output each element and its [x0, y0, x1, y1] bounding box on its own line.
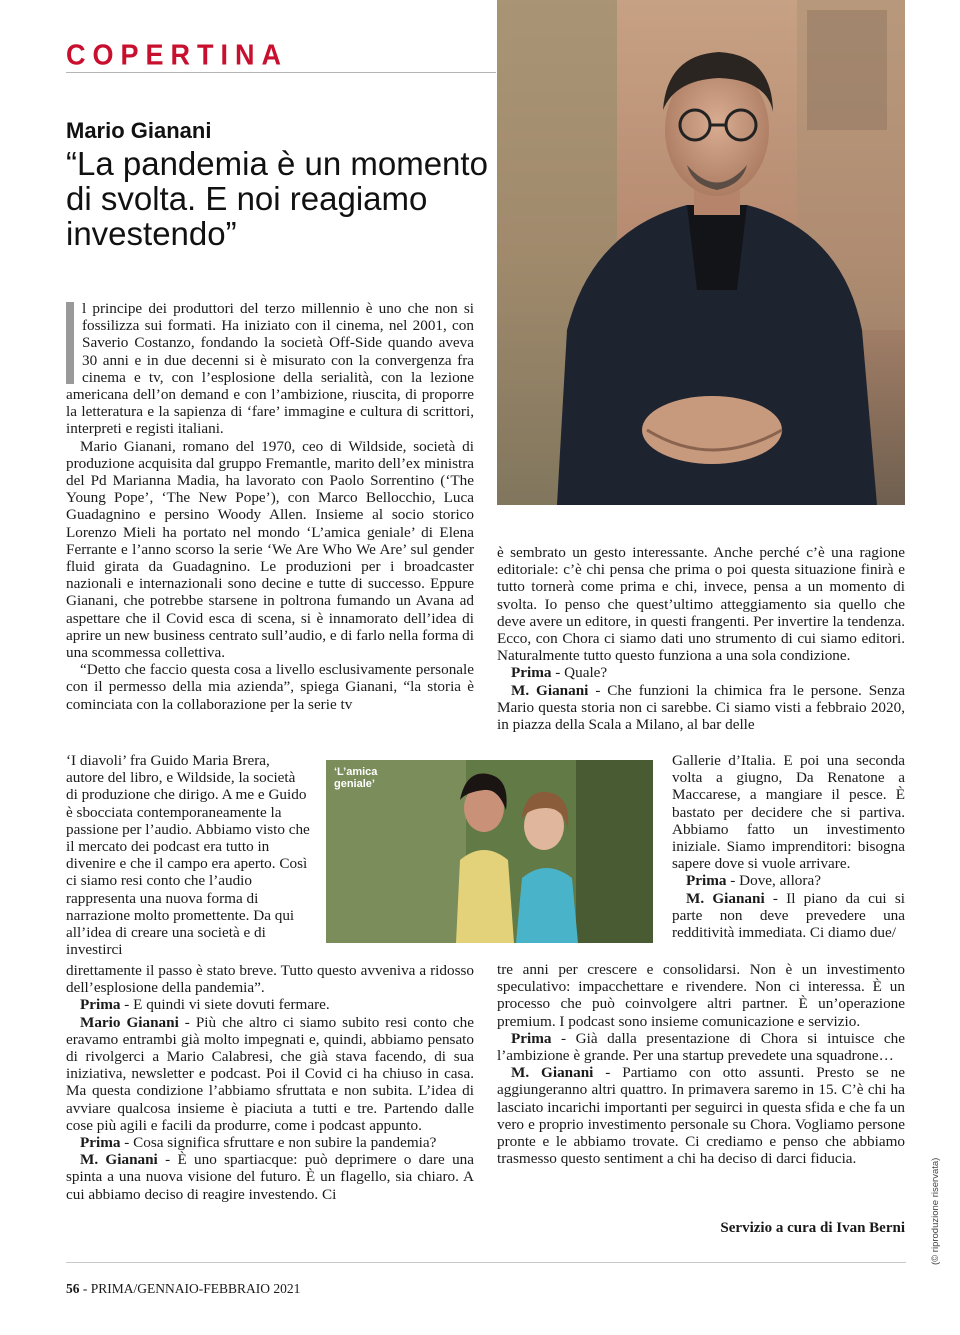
footer-rule — [66, 1262, 906, 1263]
qa-text: - Partiamo con otto assunti. Presto se ne aggiungeranno altri quattro. In primavera saremo in 15. C’è chi ha lasciato incarichi importanti per seguirci in questa sfida e che fa un vero e proprio investimento personale su Chora. Vogliamo persone pronte e le abbiamo trovate. Ci crediamo e penso che abbiamo trasmesso questo sentiment a chi ha deciso di darci fiducia. — [497, 1064, 905, 1168]
left-bottom-column — [66, 962, 474, 1203]
right-bottom-continuation: tre anni per crescere e consolidarsi. Non è un investimento speculativo: impacchettare e rivendere. Non ci interessa. È un processo che può coinvolgere altri partner. È un’operazione premium. I podcast sono insieme comunicazione e servizio. — [497, 961, 905, 1030]
portrait-photo — [497, 0, 905, 505]
qa-text: - Cosa significa sfruttare e non subire la pandemia? — [120, 1134, 437, 1152]
speaker-label: Prima — [80, 996, 121, 1014]
page-number: 56 — [66, 1281, 80, 1296]
drop-cap-bar — [66, 302, 74, 384]
qa-text: - Più che altro ci siamo subito resi conto che eravamo entrambi già molto impegnati e, quindi, abbiamo pensato di rivolgerci a Mario Calabresi, che già stava facendo, di sua iniziativa, newsletter e podcast. Poi il Covid ci ha chiuso in casa. Ma questa condizione l’abbiamo sfruttata e non subita. L’idea di avviare qualcosa insieme è piaciuta a tutti e tre. Partendo dalle cose più agili e facili da produrre, come i podcast appunto. — [66, 1013, 474, 1134]
publication-info: - PRIMA/GENNAIO-FEBBRAIO 2021 — [79, 1281, 301, 1296]
interviewee-name: Mario Gianani — [66, 118, 212, 143]
speaker-label: M. Gianani — [511, 1064, 594, 1082]
left-bottom-continuation: direttamente il passo è stato breve. Tutto questo avveniva a ridosso dell’esplosione della pandemia”. — [66, 962, 474, 997]
qa-text: - È uno spartiacque: può deprimere o dare una spinta a una nuova visione del futuro. È un flagello, sia chiaro. A cui abbiamo deciso di reagire investendo. Ci — [66, 1151, 475, 1203]
speaker-label: M. Gianani — [511, 681, 589, 699]
narrow-left-paragraph: ‘I diavoli’ fra Guido Maria Brera, autore del libro, e Wildside, la società di produzione che dirigo. A me e Guido è sbocciata contemporaneamente la passione per l’audio. Abbiamo visto che il mercato dei podcast era tutto in divenire e che il campo era aperto. Così ci siamo resi conto che l’audio rappresenta una nuova forma di narrazione molto promettente. Da qui all’idea di creare una società e di investirci — [66, 752, 310, 959]
intro-column — [66, 300, 474, 713]
qa-text: - Che funzioni la chimica fra le persone. Senza Mario questa storia non ci sarebbe. Ci siamo visti a febbraio 2020, in piazza della Scala a Milano, al bar delle — [497, 681, 905, 734]
intro-paragraph-3: “Detto che faccio questa cosa a livello esclusivamente personale con il permesso della mia azienda”, spiega Gianani, “la storia è cominciata con la collaborazione per la serie tv — [66, 661, 474, 713]
photo-caption: ‘L’amica geniale’ — [334, 766, 378, 790]
narrow-right-paragraph: Gallerie d’Italia. E poi una seconda volta a giugno, Da Renatone a Maccarese, a mangiare il pesce. È bastato per decidere che si partiva. Abbiamo fatto un investimento iniziale. Siamo imprenditori: bisogna sapere dove si vuole arrivare. — [672, 752, 905, 873]
qa-text: - Quale? — [551, 664, 608, 682]
qa-paragraph — [497, 664, 905, 681]
narrow-right-text — [672, 752, 905, 941]
qa-paragraph — [497, 1030, 905, 1064]
speaker-label: Prima — [511, 664, 552, 682]
right-top-continuation: è sembrato un gesto interessante. Anche perché c’è una ragione editoriale: c’è chi pensa che prima o poi questa situazione finirà e tutto tornerà come prima e chi, invece, pensa a un momento di svolta. Io penso che quest’ultimo atteggiamento sia quello che deve avere un editore, in questi frangenti. Per invertire la tendenza. Ecco, con Chora ci siamo dati uno strumento di cui siamo editori. Naturalmente tutto questo funziona a una sola condizione. — [497, 544, 905, 665]
qa-paragraph — [497, 1064, 905, 1167]
inset-photo — [326, 760, 653, 943]
intro-paragraph-1: l principe dei produttori del terzo millennio è uno che non si fossilizza sui formati. Ha iniziato con il cinema, nel 2001, con Saverio Costanzo, fondando la società Off-Side quando aveva 30 anni e in due decenni si è misurato con la convergenza fra cinema e tv, con l’esplosione della serialità, con la lezione americana dell’on demand e con l’ambizione, riuscita, di proporre la letteratura e la sapienza di ‘fare’ immagine e cultura di scrittori, interpreti e registi italiani. — [66, 300, 474, 438]
qa-paragraph — [66, 1151, 474, 1203]
page-footer — [66, 1281, 300, 1297]
qa-text: - Già dalla presentazione di Chora si intuisce che l’ambizione è grande. Per una startup prevedete una squadrone… — [497, 1029, 905, 1065]
header-rule — [66, 72, 496, 73]
qa-text: - E quindi vi siete dovuti fermare. — [120, 996, 330, 1014]
qa-paragraph — [672, 872, 905, 889]
qa-paragraph — [66, 1134, 474, 1151]
copyright-notice: (© riproduzione riservata) — [930, 1157, 941, 1265]
speaker-label: M. Gianani — [80, 1151, 158, 1169]
qa-paragraph — [66, 1014, 474, 1134]
speaker-label: M. Gianani — [686, 889, 765, 907]
speaker-label: Prima — [511, 1029, 552, 1047]
right-top-column — [497, 544, 905, 733]
qa-paragraph — [497, 682, 905, 734]
right-bottom-column — [497, 961, 905, 1167]
speaker-label: Prima — [80, 1134, 121, 1152]
speaker-label: Prima — [686, 872, 727, 890]
qa-paragraph — [66, 996, 474, 1013]
byline: Servizio a cura di Ivan Berni — [720, 1220, 905, 1236]
qa-text: - Dove, allora? — [726, 872, 821, 890]
section-label: COPERTINA — [66, 39, 289, 71]
portrait-illustration — [497, 0, 905, 505]
headline: “La pandemia è un momento di svolta. E noi reagiamo investendo” — [66, 145, 488, 252]
narrow-left-text — [66, 752, 310, 958]
intro-paragraph-2: Mario Gianani, romano del 1970, ceo di Wildside, società di produzione acquisita dal gruppo Fremantle, marito dell’ex ministra del Pd Marianna Madia, ha lavorato con Paolo Sorrentino (‘The Young Pope’, ‘The New Pope’), con Marco Bellocchio, Luca Guadagnino e persino Woody Allen. Insieme al socio storico Lorenzo Mieli ha portato nel mondo ‘L’amica geniale’ di Elena Ferrante e l’anno scorso la serie ‘We Are Who We Are’ sul gender fluid girata da Guadagnino. Le produzioni per i broadcaster nazionali e internazionali sono decine e tutte di successo. Eppure Gianani, che potrebbe starsene in poltrona fumando un Avana ad aspettare che il Covid esca di scena, si è innamorato dell’idea di aprire un new business centrato sull’audio, e di farlo nella forma di una scommessa collettiva. — [66, 437, 474, 662]
qa-text: - Il piano da cui si parte non deve prevedere una redditività immediata. Ci diamo due/ — [672, 889, 905, 942]
qa-paragraph — [672, 890, 905, 942]
speaker-label: Mario Gianani — [80, 1013, 179, 1031]
